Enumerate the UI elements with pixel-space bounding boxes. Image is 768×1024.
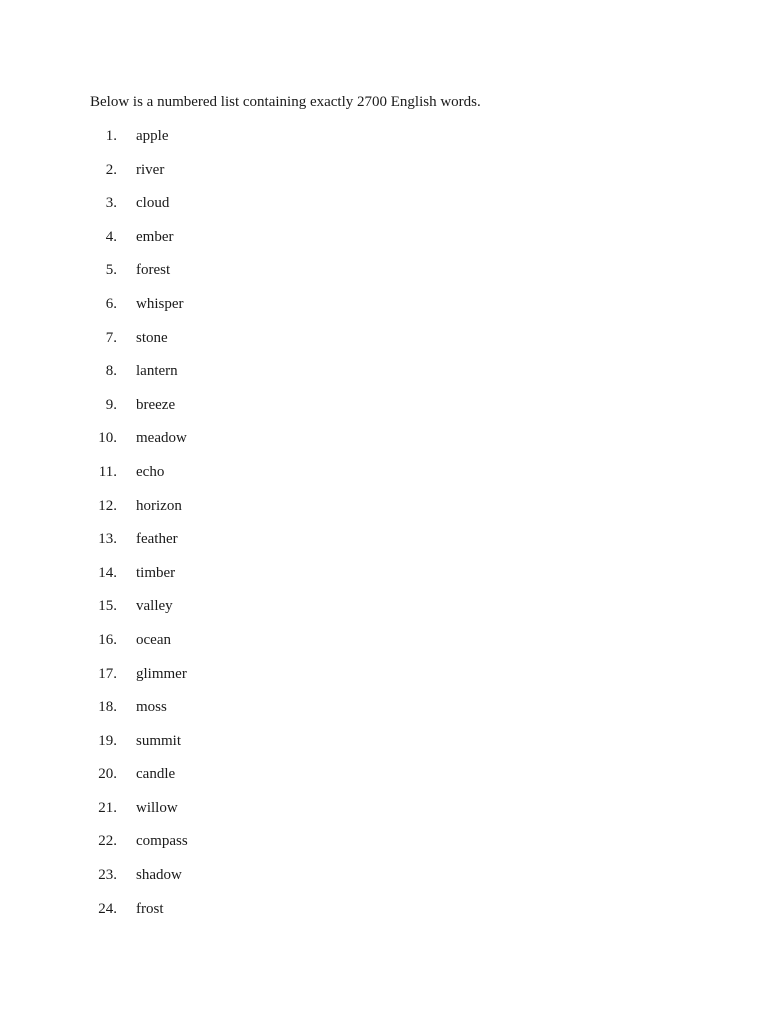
list-item-word: stone [136,329,168,346]
list-item-word: meadow [136,430,187,447]
list-item-number: 16. [98,631,117,648]
list-item-word: valley [136,598,173,615]
list-item-word: summit [136,732,182,749]
list-item-number: 19. [98,732,117,749]
list-item-number: 3. [105,195,117,212]
list-item-number: 17. [98,665,117,682]
list-item-number: 14. [98,564,117,581]
list-item-number: 23. [98,867,117,884]
list-item-number: 7. [105,329,117,346]
list-item-number: 11. [98,463,117,480]
list-item-number: 22. [98,833,117,850]
list-item-number: 24. [98,900,117,917]
list-item-number: 10. [98,430,117,447]
list-item-word: candle [136,766,176,783]
list-item-number: 18. [98,699,117,716]
list-item-number: 21. [98,799,117,816]
list-item-word: echo [136,463,165,480]
list-item-number: 5. [105,262,117,279]
list-item-number: 6. [105,295,117,312]
list-item-word: cloud [136,195,170,212]
list-item-number: 9. [105,396,117,413]
list-item-number: 15. [98,598,117,615]
list-item-number: 1. [105,128,117,144]
list-item-word: frost [136,900,164,917]
list-item-word: ocean [136,631,171,648]
list-item-word: ember [136,228,174,245]
list-item-word: shadow [136,867,182,884]
list-item-word: moss [136,699,167,716]
list-item-word: forest [136,262,171,279]
list-item-word: glimmer [136,665,187,682]
list-item-word: breeze [136,396,176,413]
list-item-number: 4. [105,228,117,245]
list-item-number: 12. [98,497,117,514]
list-item-number: 2. [105,161,117,178]
list-item-word: compass [136,833,188,850]
list-item-word: horizon [136,497,182,514]
list-item-word: feather [136,531,178,548]
list-item-word: whisper [136,295,184,312]
list-item-word: timber [136,564,176,581]
list-item-number: 13. [98,531,117,548]
intro-paragraph: Below is a numbered list containing exactly 2700 English words. [90,94,481,110]
list-item-word: willow [136,799,178,816]
list-item-word: lantern [136,363,178,380]
list-item-number: 20. [98,766,117,783]
list-item-word: river [136,161,165,178]
list-item-number: 8. [105,363,117,380]
list-item-word: apple [136,128,169,144]
